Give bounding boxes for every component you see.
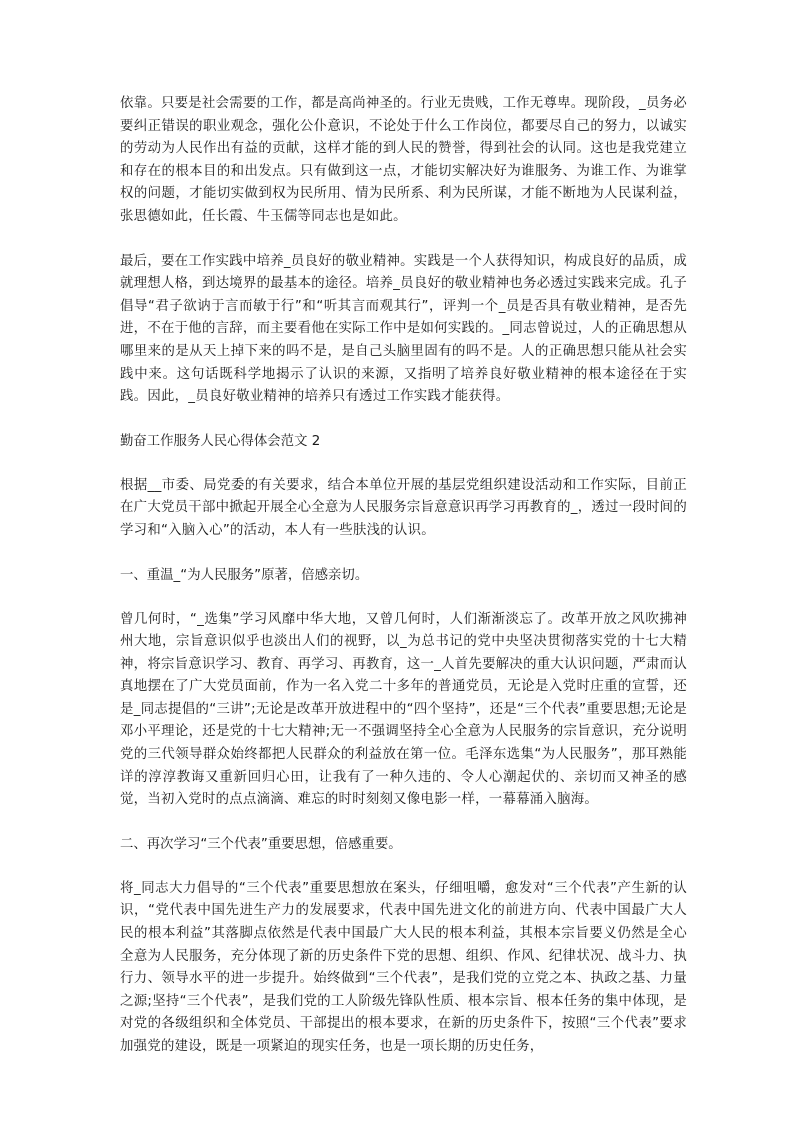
- subheading-2: 二、再次学习“三个代表”重要思想，倍感重要。: [120, 836, 402, 852]
- paragraph-4: 曾几何时，“_选集”学习风靡中华大地，又曾几何时，人们渐渐淡忘了。改革开放之风吹拂神州大地，宗旨意识似乎也淡出人们的视野，以_为总书记的党中央坚决贯彻落实党的十七大精神，将宗旨意识学习、教育、再学习、再教育，这一_人首先要解决的重大认识问题，严肃而认真地摆在了广大党员面前，作为一名入党二十多年的普通党员，无论是入党时庄重的宣誓，还是_同志提倡的“三讲”;无论是改革开放进程中的“四个坚持”，还是“三个代表”重要思想;无论是邓小平理论，还是党的十七大精神;无一不强调坚持全心全意为人民服务的宗旨意识，充分说明党的三代领导群众始终都把人民群众的利益放在第一位。毛泽东选集“为人民服务”，那耳熟能详的淳淳教诲又重新回归心田，让我有了一种久违的、令人心潮起伏的、亲切而又神圣的感觉，当初入党时的点点滴滴、难忘的时时刻刻又像电影一样，一幕幕涌入脑海。: [120, 611, 687, 808]
- section-title: 勤奋工作服务人民心得体会范文 2: [120, 433, 321, 449]
- subheading-1: 一、重温_“为人民服务”原著，倍感亲切。: [120, 567, 369, 583]
- paragraph-5: 将_同志大力倡导的“三个代表”重要思想放在案头，仔细咀嚼，愈发对“三个代表”产生新的认识，“党代表中国先进生产力的发展要求，代表中国先进文化的前进方向、代表中国最广大人民的根本利益”其落脚点依然是代表中国最广大人民的根本利益，其根本宗旨要义仍然是全心全意为人民服务，充分体现了新的历史条件下党的思想、组织、作风、纪律状况、战斗力、执行力、领导水平的进一步提升。始终做到“三个代表”，是我们党的立党之本、执政之基、力量之源;坚持“三个代表”，是我们党的工人阶级先锋队性质、根本宗旨、根本任务的集中体现，是对党的各级组织和全体党员、干部提出的根本要求，在新的历史条件下，按照“三个代表”要求加强党的建设，既是一项紧迫的现实任务，也是一项长期的历史任务，: [120, 880, 687, 1054]
- paragraph-1: 依靠。只要是社会需要的工作，都是高尚神圣的。行业无贵贱，工作无尊卑。现阶段，_员务必要纠正错误的职业观念，强化公仆意识，不论处于什么工作岗位，都要尽自己的努力，以诚实的劳动为人民作出有益的贡献，这样才能的到人民的赞誉，得到社会的认同。这也是我党建立和存在的根本目的和出发点。只有做到这一点，才能切实解决好为谁服务、为谁工作、为谁掌权的问题，才能切实做到权为民所用、情为民所系、利为民所谋，才能不断地为人民谋利益，张思德如此，任长霞、牛玉儒等同志也是如此。: [120, 96, 687, 224]
- paragraph-3: 根据__市委、局党委的有关要求，结合本单位开展的基层党组织建设活动和工作实际，目前正在广大党员干部中掀起开展全心全意为人民服务宗旨意意识再学习再教育的_，透过一段时间的学习和“入脑入心”的活动，本人有一些肤浅的认识。: [120, 477, 687, 538]
- paragraph-2: 最后，要在工作实践中培养_员良好的敬业精神。实践是一个人获得知识，构成良好的品质，成就理想人格，到达境界的最基本的途径。培养_员良好的敬业精神也务必透过实践来完成。孔子倡导“君子欲讷于言而敏于行”和“听其言而观其行”，评判一个_员是否具有敬业精神，是否先进，不在于他的言辞，而主要看他在实际工作中是如何实践的。_同志曾说过，人的正确思想从哪里来的是从天上掉下来的吗不是，是自己头脑里固有的吗不是。人的正确思想只能从社会实践中来。这句话既科学地揭示了认识的来源，又指明了培养良好敬业精神的根本途径在于实践。因此，_员良好敬业精神的培养只有透过工作实践才能获得。: [120, 253, 687, 405]
- document-page: [120, 93, 687, 1081]
